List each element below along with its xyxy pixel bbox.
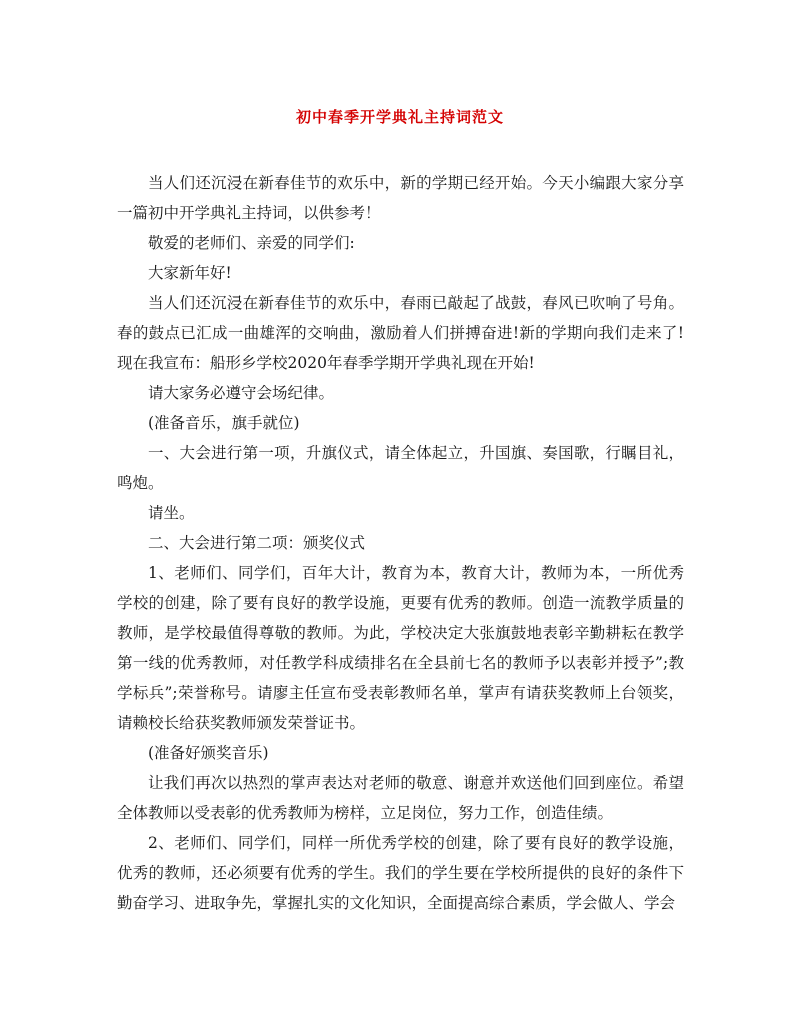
paragraph: 当人们还沉浸在新春佳节的欢乐中，新的学期已经开始。今天小编跟大家分享一篇初中开学典礼主持词，以供参考！ — [117, 174, 684, 222]
paragraph: 1、老师们、同学们，百年大计，教育为本，教育大计，教师为本，一所优秀学校的创建，除了要有良好的教学设施，更要有优秀的教师。创造一流教学质量的教师，是学校最值得尊敬的教师。为此，学校决定大张旗鼓地表彰辛勤耕耘在教学第一线的优秀教师，对任教学科成绩排名在全县前七名的教师予以表彰并授予”;教学标兵”;荣誉称号。请廖主任宣布受表彰教师名单，掌声有请获奖教师上台领奖，请赖校长给获奖教师颁发荣誉证书。 — [117, 564, 684, 732]
paragraph: 敬爱的老师们、亲爱的同学们: — [148, 234, 355, 252]
paragraph: (准备好颁奖音乐) — [148, 744, 269, 762]
paragraph: 二、大会进行第二项：颁奖仪式 — [148, 534, 366, 552]
paragraph: (准备音乐，旗手就位) — [148, 414, 300, 432]
paragraph: 让我们再次以热烈的掌声表达对老师的敬意、谢意并欢送他们回到座位。希望全体教师以受表彰的优秀教师为榜样，立足岗位，努力工作，创造佳绩。 — [117, 774, 684, 822]
paragraph: 大家新年好! — [148, 264, 232, 282]
document-title: 初中春季开学典礼主持词范文 — [295, 108, 504, 126]
paragraph: 当人们还沉浸在新春佳节的欢乐中，春雨已敲起了战鼓，春风已吹响了号角。春的鼓点已汇成一曲雄浑的交响曲，激励着人们拼搏奋进!新的学期向我们走来了!现在我宣布：船形乡学校2020年春季学期开学典礼现在开始! — [117, 294, 684, 372]
paragraph: 请大家务必遵守会场纪律。 — [148, 384, 335, 402]
paragraph: 一、大会进行第一项，升旗仪式，请全体起立，升国旗、奏国歌，行瞩目礼，鸣炮。 — [117, 444, 684, 492]
document-body — [117, 168, 684, 918]
paragraph: 2、老师们、同学们，同样一所优秀学校的创建，除了要有良好的教学设施，优秀的教师，还必须要有优秀的学生。我们的学生要在学校所提供的良好的条件下勤奋学习、进取争先，掌握扎实的文化知识，全面提高综合素质，学会做人、学会 — [117, 834, 684, 912]
paragraph: 请坐。 — [148, 504, 195, 522]
